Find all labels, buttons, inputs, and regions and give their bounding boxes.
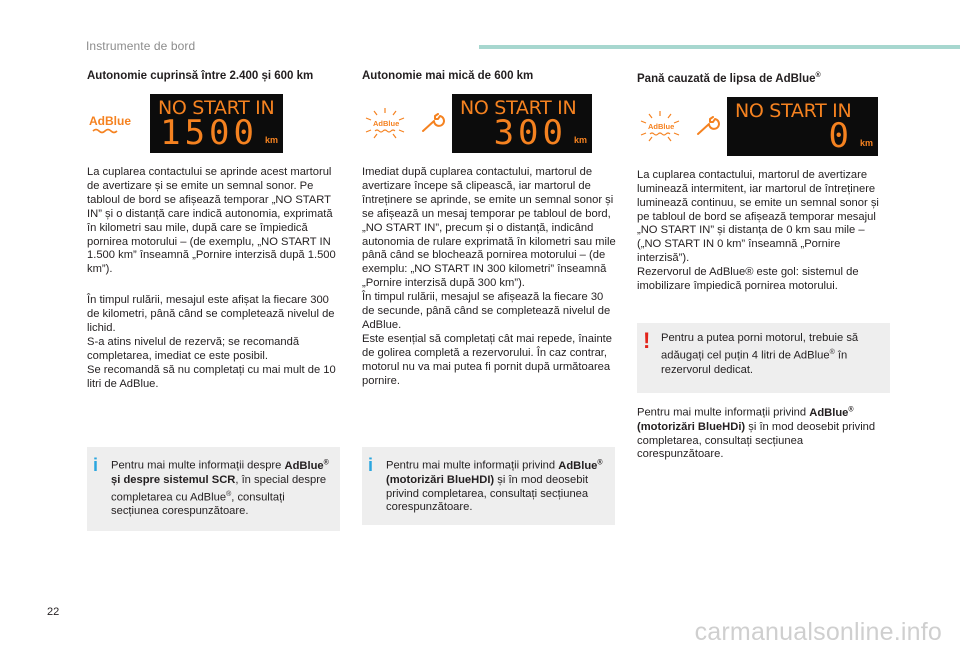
illustration [637,97,891,157]
dashboard-display [150,94,283,153]
column-adblue-empty [637,69,891,294]
adblue-flashing-icon [637,109,683,150]
display-distance: 300 [493,113,567,153]
dashboard-display [452,94,592,153]
info-note-text: Pentru mai multe informații privind AdBlue® (motorizări BlueHDI) și în mod deosebit privind completarea, consultați secțiunea corespunzătoare. [386,459,603,514]
illustration [87,94,341,154]
info-note [362,447,615,525]
display-unit: km [264,135,278,145]
paragraph: La cuplarea contactului, martorul de avertizare luminează intermitent, iar martorul de întreținere luminează continuu, se emite un semnal sonor și pe tabloul de bord se afișează temporar mesajul „NO START IN” și distanța de 0 km sau mile – („NO START IN 0 km” înseamnă „Pornire interzisă”). [637,168,879,265]
display-title: NO START IN [158,97,275,119]
adblue-icon-label: AdBlue [373,119,400,128]
illustration [362,94,616,154]
header-rule [479,45,960,49]
info-note [87,447,340,531]
column-heading: Autonomie mai mică de 600 km [362,70,534,82]
column-autonomy-under-600 [362,69,616,389]
wrench-icon [695,116,721,143]
paragraph: Rezervorul de AdBlue® este gol: sistemul de imobilizare împiedică pornirea motorului. [637,266,859,293]
column-autonomy-2400-600 [87,69,341,392]
display-distance: 1500 [160,113,258,153]
warning-note [637,323,890,393]
paragraph: Imediat după cuplarea contactului, martorul de avertizare începe să clipească, iar martorul de întreținere se aprinde, se emite un semnal sonor și se afișează un mesaj temporar pe tabloul de bord, „NO START IN”, precum și o distanță, indicând autonomia de rulare exprimată în kilometri sau mile până când se blochează pornirea motorului – (de exemplu: „NO START IN 300 kilometri” înseamnă „Pornire interzisă după 300 km”). În timpul rulării, mesajul se afișează la fiecare 30 de secunde, până când se completează nivelul de AdBlue. Este esențial să completați cât mai repede, înainte de golirea completă a rezervorului. În caz contrar, motorul nu va mai putea fi pornit după următoarea pornire. [362,166,616,387]
warning-note-text: Pentru a putea porni motorul, trebuie să adăugați cel puțin 4 litri de AdBlue® în rezervorul dedicat. [661,332,859,376]
display-title: NO START IN [735,99,852,122]
info-icon: i [93,455,99,475]
adblue-icon-label: AdBlue [648,121,675,131]
info-icon: i [368,455,374,475]
display-unit: km [573,135,587,145]
section-title: Instrumente de bord [86,39,196,53]
dashboard-display [727,97,878,156]
adblue-flashing-icon [362,106,408,147]
page-number: 22 [47,606,60,618]
column-heading: Autonomie cuprinsă între 2.400 și 600 km [87,70,314,82]
adblue-icon-label: AdBlue [89,114,131,128]
wrench-icon [420,113,446,140]
adblue-icon [87,112,131,141]
watermark: carmanualsonline.info [694,618,942,646]
info-note-text: Pentru mai multe informații despre AdBlue® și despre sistemul SCR, în special despre completarea cu AdBlue®, consultați secțiunea corespunzătoare. [111,459,329,518]
paragraph: În timpul rulării, mesajul este afișat la fiecare 300 de kilometri, până când se completează nivelul de lichid. S-a atins nivelul de rezervă; se recomandă completarea, imediat ce este posibil. Se recomandă să nu completați cu mai mult de 10 litri de AdBlue. [87,294,336,390]
paragraph: La cuplarea contactului se aprinde acest martorul de avertizare și se emite un semnal sonor. Pe tabloul de bord se afișează temporar „NO START IN” și o distanță care indică autonomia, exprimată în kilometri sau mile, după care se împiedică pornirea motorului – (de exemplu, „NO START IN 1.500 km” înseamnă „Pornire interzisă după 1.500 km”). [87,166,336,276]
warning-icon: ! [643,328,651,353]
column-heading: Pană cauzată de lipsa de AdBlue® [637,72,821,85]
display-title: NO START IN [460,97,577,119]
more-info-paragraph: Pentru mai multe informații privind AdBlue® (motorizări BlueHDi) și în mod deosebit privind completarea, consultați secțiunea corespunzătoare. [637,406,876,461]
display-unit: km [859,137,873,148]
display-distance: 0 [828,115,853,156]
